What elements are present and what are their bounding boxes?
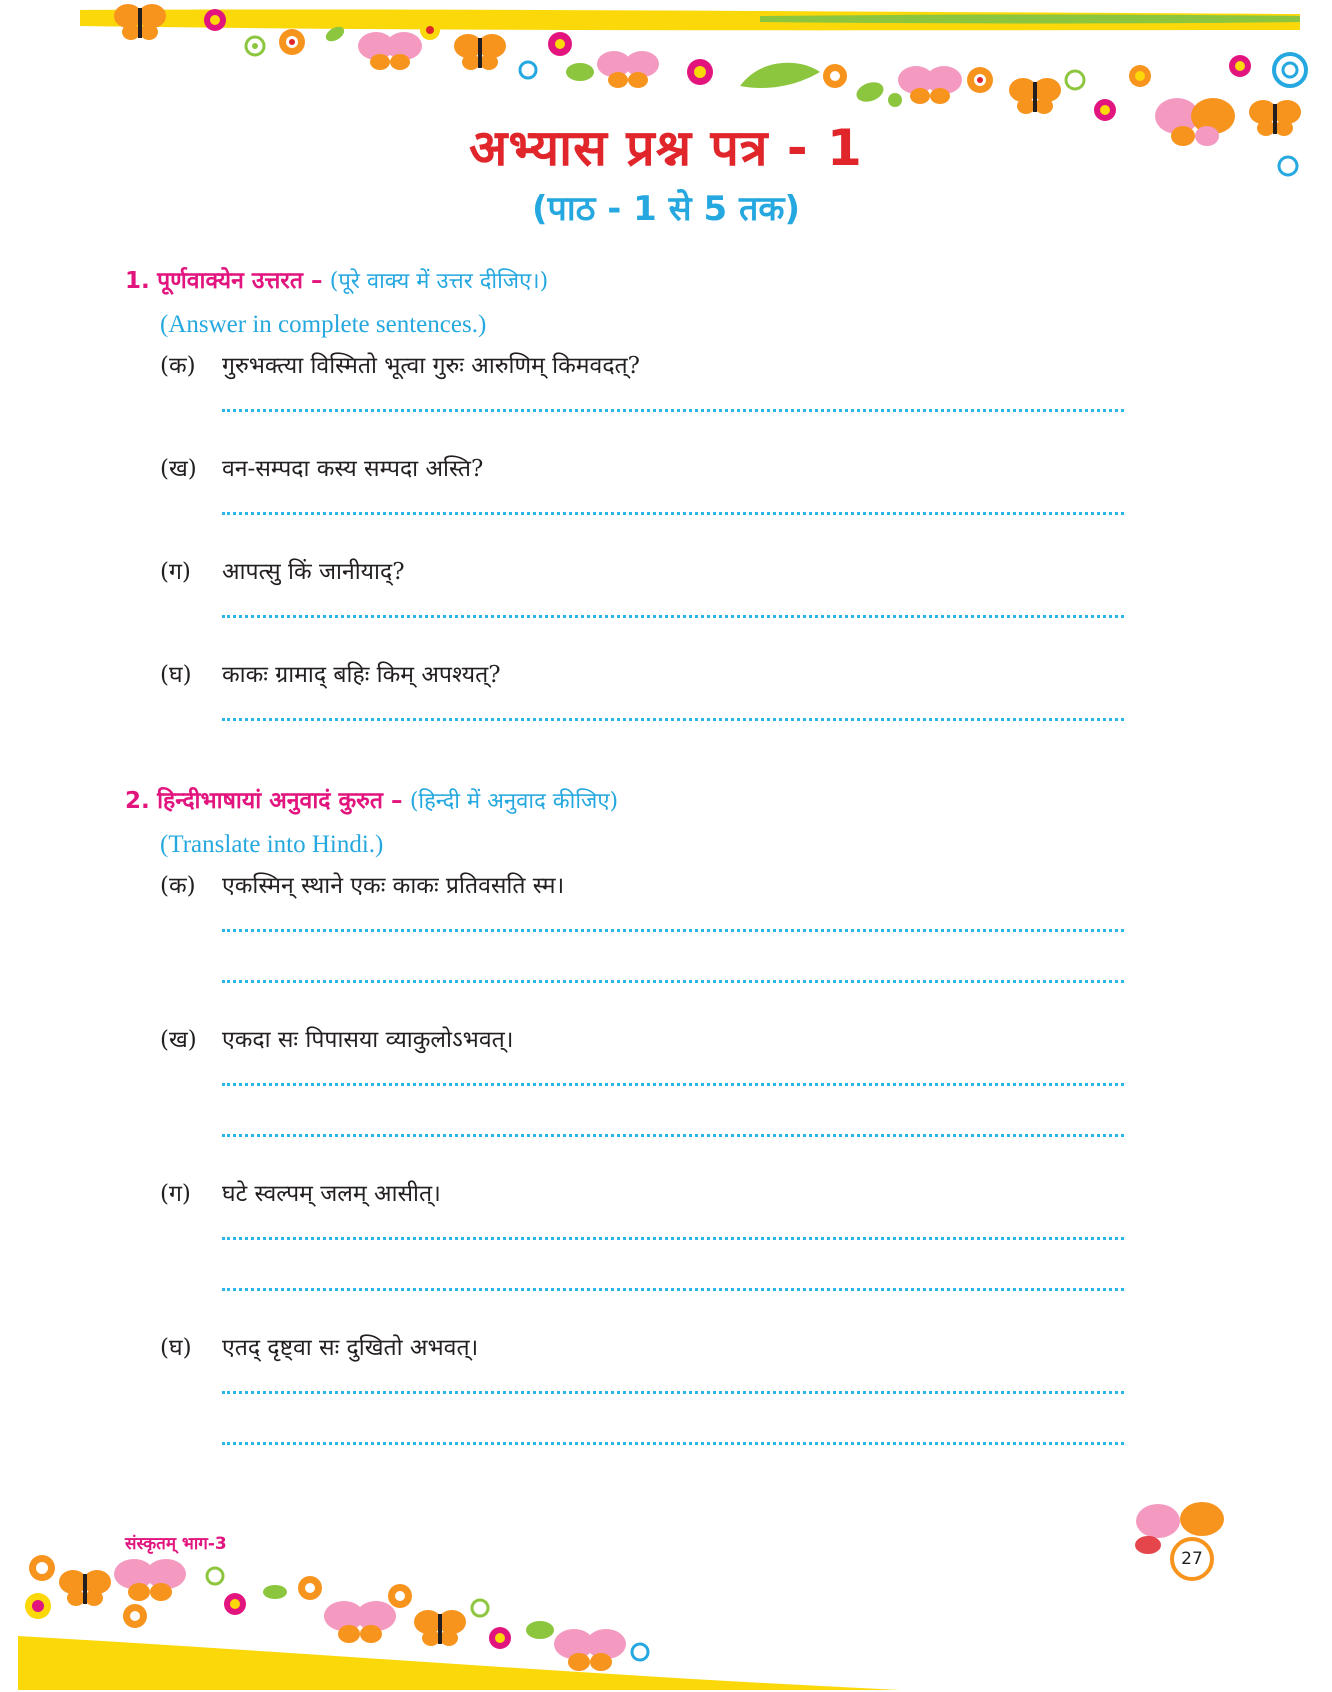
spiral-icon xyxy=(472,1600,488,1616)
flower-icon xyxy=(823,64,847,88)
answer-line[interactable] xyxy=(222,929,1124,932)
flower-icon xyxy=(548,32,572,56)
answer-line[interactable] xyxy=(222,615,1124,618)
question-label: (घ) xyxy=(160,662,192,688)
section-1 xyxy=(125,264,1125,721)
leaf-icon xyxy=(263,1585,287,1599)
answer-line[interactable] xyxy=(222,1288,1124,1291)
flower-icon xyxy=(1129,65,1151,87)
question-text: एकदा सः पिपासया व्याकुलोऽभवत्। xyxy=(222,1027,514,1053)
question-label: (ग) xyxy=(160,1181,191,1207)
page-subtitle: (पाठ - 1 से 5 तक) xyxy=(531,189,801,229)
green-stripe xyxy=(760,15,1300,24)
section-2-hindi-instruction: (हिन्दी में अनुवाद कीजिए) xyxy=(409,789,619,814)
flower-icon xyxy=(1229,55,1251,77)
flower-icon xyxy=(420,20,440,40)
spiral-icon xyxy=(246,37,264,55)
flower-icon xyxy=(388,1584,412,1608)
section-1-heading xyxy=(125,264,1125,299)
leaf-icon xyxy=(854,79,886,105)
page-number: 27 xyxy=(1181,1549,1203,1569)
butterfly-icon xyxy=(554,1629,626,1671)
flower-icon xyxy=(123,1604,147,1628)
question-1-ka xyxy=(160,349,1125,412)
yellow-stripe xyxy=(18,1636,900,1690)
butterfly-icon xyxy=(898,66,962,104)
butterfly-icon xyxy=(114,4,166,40)
flower-icon xyxy=(224,1593,246,1615)
question-text: घटे स्वल्पम् जलम् आसीत्। xyxy=(222,1181,441,1207)
section-1-english-instruction: (Answer in complete sentences.) xyxy=(160,311,487,338)
spiral-icon xyxy=(207,1568,223,1584)
answer-line[interactable] xyxy=(222,718,1124,721)
section-1-number: 1. xyxy=(125,268,150,294)
book-name: संस्कृतम् भाग-3 xyxy=(125,1534,227,1554)
flower-icon xyxy=(489,1627,511,1649)
butterfly-icon xyxy=(414,1610,466,1646)
question-text: आपत्सु किं जानीयाद्? xyxy=(222,559,405,585)
question-text: वन-सम्पदा कस्य सम्पदा अस्ति? xyxy=(222,456,484,482)
question-text: काकः ग्रामाद् बहिः किम् अपश्यत्? xyxy=(222,662,501,688)
flower-icon xyxy=(687,59,713,85)
question-2-ga xyxy=(160,1177,1125,1291)
flower-icon xyxy=(29,1555,55,1581)
answer-line[interactable] xyxy=(222,512,1124,515)
question-label: (ग) xyxy=(160,559,191,585)
question-label: (क) xyxy=(160,873,196,899)
section-2 xyxy=(125,784,1125,1445)
flower-icon xyxy=(204,9,226,31)
spiral-icon xyxy=(632,1644,648,1660)
bottom-decorative-border xyxy=(0,1548,1332,1692)
butterfly-icon xyxy=(324,1601,396,1643)
flower-icon xyxy=(888,93,902,107)
question-text: एकस्मिन् स्थाने एकः काकः प्रतिवसति स्म। xyxy=(222,873,565,899)
spiral-icon xyxy=(1066,71,1084,89)
butterfly-icon xyxy=(597,51,659,88)
butterfly-icon xyxy=(114,1559,186,1601)
section-2-heading xyxy=(125,784,1125,819)
page-title: अभ्यास प्रश्न पत्र - 1 xyxy=(469,119,863,177)
answer-line[interactable] xyxy=(222,1083,1124,1086)
leaf-icon xyxy=(526,1621,554,1639)
answer-line[interactable] xyxy=(222,1391,1124,1394)
answer-line[interactable] xyxy=(222,409,1124,412)
butterfly-icon xyxy=(358,32,422,70)
leaf-icon xyxy=(740,63,820,88)
flower-icon xyxy=(25,1593,51,1619)
question-text: गुरुभक्त्या विस्मितो भूत्वा गुरुः आरुणिम् किमवदत्? xyxy=(222,353,640,379)
section-2-title: हिन्दीभाषायां अनुवादं कुरुत – xyxy=(157,788,403,814)
question-text: एतद् दृष्ट्वा सः दुखितो अभवत्। xyxy=(222,1335,479,1361)
question-label: (ख) xyxy=(160,456,197,482)
flower-icon xyxy=(279,29,305,55)
butterfly-icon xyxy=(59,1570,111,1606)
spiral-icon xyxy=(1274,54,1306,86)
question-2-ka xyxy=(160,869,1125,983)
answer-line[interactable] xyxy=(222,1134,1124,1137)
flower-icon xyxy=(967,67,993,93)
answer-line[interactable] xyxy=(222,1442,1124,1445)
question-1-ga xyxy=(160,555,1125,618)
question-2-kha xyxy=(160,1023,1125,1137)
question-label: (घ) xyxy=(160,1335,192,1361)
answer-line[interactable] xyxy=(222,980,1124,983)
question-1-gha xyxy=(160,658,1125,721)
butterfly-icon xyxy=(1009,78,1061,114)
answer-line[interactable] xyxy=(222,1237,1124,1240)
spiral-icon xyxy=(520,62,536,78)
question-label: (क) xyxy=(160,353,196,379)
question-1-kha xyxy=(160,452,1125,515)
question-2-gha xyxy=(160,1331,1125,1445)
section-1-hindi-instruction: (पूरे वाक्य में उत्तर दीजिए।) xyxy=(329,269,549,294)
leaf-icon xyxy=(566,63,594,81)
flower-icon xyxy=(298,1576,322,1600)
question-label: (ख) xyxy=(160,1027,197,1053)
butterfly-icon xyxy=(454,34,506,70)
section-1-title: पूर्णवाक्येन उत्तरत – xyxy=(157,268,323,294)
section-2-number: 2. xyxy=(125,788,150,814)
section-2-english-instruction: (Translate into Hindi.) xyxy=(160,831,384,858)
